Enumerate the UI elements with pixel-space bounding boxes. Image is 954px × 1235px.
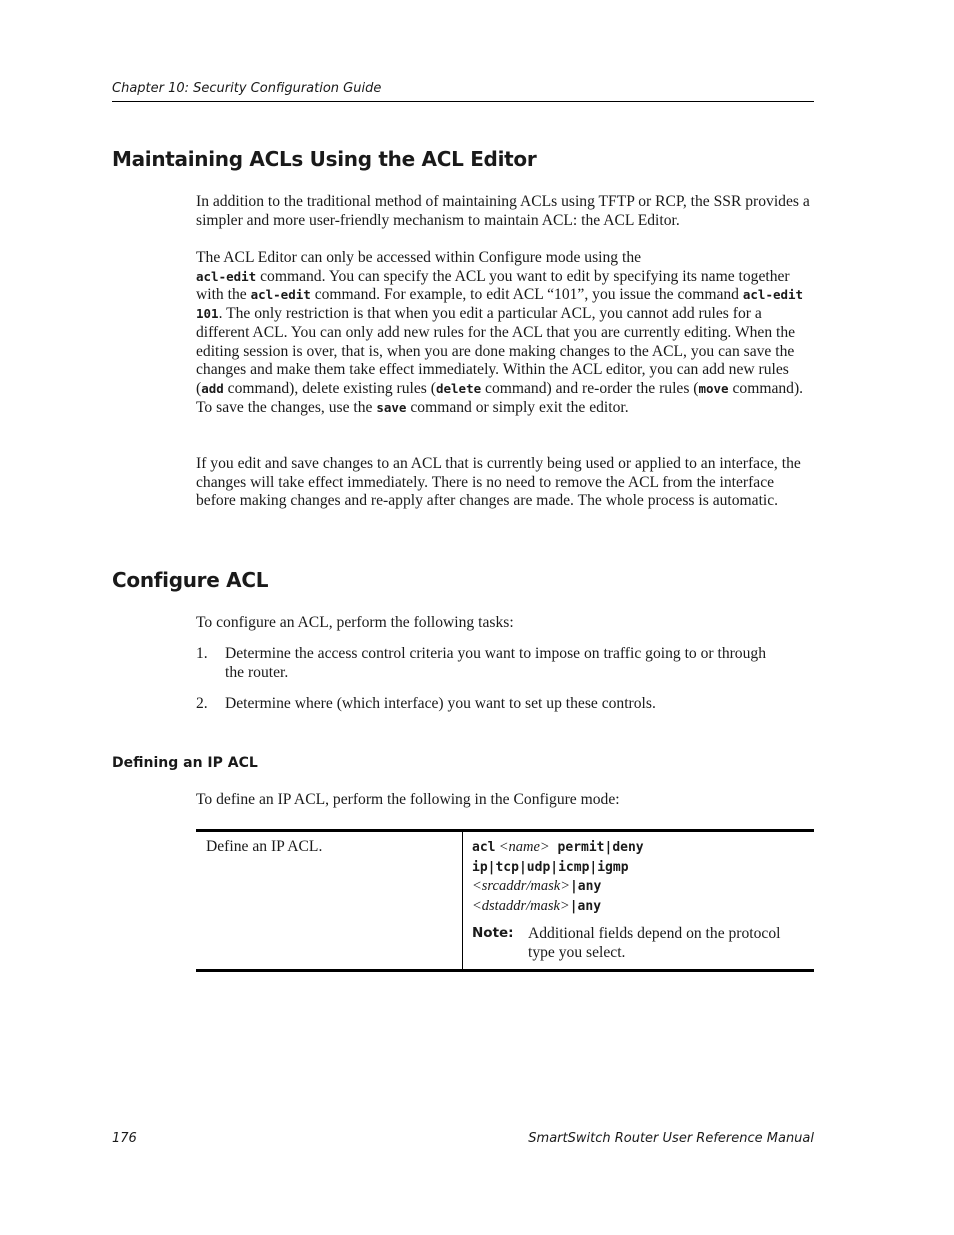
command-keyword: |any: [569, 899, 602, 915]
table-command-cell: [472, 838, 812, 917]
text-run: command. For example, to edit ACL “101”, you issue the command: [310, 286, 743, 304]
text-run: command). To save the changes, use the: [196, 379, 804, 416]
command-acl-edit: acl-edit: [196, 268, 257, 284]
command-parameter: <name>: [498, 839, 550, 855]
text-run: . The only restriction is that when you edit a particular ACL, you cannot add rules for a different ACL. You can only add new rules for the ACL that you are currently editing. When the editing session is over, that is, when you are done making changes to the ACL, you can save the changes and make them take effect immediately. Within the ACL editor, you can add new rules (: [196, 305, 796, 397]
command-add: add: [201, 380, 224, 396]
paragraph-configure-intro: To configure an ACL, perform the following tasks:: [196, 614, 514, 631]
command-delete: delete: [435, 380, 482, 396]
command-line-4: [472, 897, 812, 917]
text-run: command) and re-order the rules (: [481, 379, 699, 397]
table-description-cell: [196, 832, 463, 969]
note-label: Note:: [472, 925, 514, 941]
command-keyword: acl: [472, 840, 496, 855]
command-line-3: [472, 877, 812, 897]
text-run: command or simply exit the editor.: [406, 398, 629, 416]
list-item: [196, 645, 816, 685]
running-header: [112, 79, 814, 102]
section-title-configure-acl: Configure ACL: [112, 568, 269, 592]
command-parameter: <dstaddr/mask>: [472, 898, 570, 915]
command-keyword: ip|tcp|udp|icmp|igmp: [472, 859, 629, 875]
section-title-acl-editor: Maintaining ACLs Using the ACL Editor: [112, 147, 537, 171]
step-number: 1.: [196, 645, 208, 662]
command-line-1: [472, 838, 812, 858]
text-run: The ACL Editor can only be accessed within Configure mode using the: [196, 249, 642, 266]
chapter-title: Chapter 10: Security Configuration Guide: [112, 81, 382, 96]
subsection-title-ip-acl: Defining an IP ACL: [112, 755, 258, 771]
note-text: Additional fields depend on the protocol type you select.: [528, 925, 781, 961]
step-number: 2.: [196, 695, 208, 712]
text-run: command. You can specify the ACL you want to edit by specifying its name together with the: [196, 267, 790, 304]
paragraph-auto-apply: If you edit and save changes to an ACL that is currently being used or applied to an interface, the changes will take effect immediately. There is no need to remove the ACL from the interface before making changes and re-apply after changes are made. The whole process is automatic.: [196, 455, 801, 510]
command-parameter: <srcaddr/mask>: [472, 878, 570, 895]
paragraph-intro: In addition to the traditional method of maintaining ACLs using TFTP or RCP, the SSR provides a simpler and more user-friendly mechanism to maintain ACL: the ACL Editor.: [196, 193, 810, 229]
command-line-2: [472, 858, 812, 878]
command-acl-edit-101: acl-edit 101: [196, 287, 804, 322]
page-number: 176: [112, 1131, 137, 1146]
step-text: Determine where (which interface) you want to set up these controls.: [225, 695, 656, 712]
paragraph-ip-acl-intro: To define an IP ACL, perform the following in the Configure mode:: [196, 791, 620, 808]
command-keyword: |any: [569, 879, 602, 895]
command-move: move: [698, 380, 729, 396]
command-keyword: permit|deny: [549, 840, 644, 855]
list-item: [196, 695, 816, 715]
command-table: [196, 829, 814, 972]
paragraph-acl-editor: [196, 249, 816, 417]
task-description: Define an IP ACL.: [206, 838, 323, 855]
command-save: save: [376, 399, 407, 415]
command-acl-edit: acl-edit: [250, 287, 311, 303]
text-run: command), delete existing rules (: [223, 379, 436, 397]
manual-title: SmartSwitch Router User Reference Manual: [528, 1131, 814, 1146]
step-text: Determine the access control criteria you want to impose on traffic going to or through the router.: [225, 645, 766, 681]
